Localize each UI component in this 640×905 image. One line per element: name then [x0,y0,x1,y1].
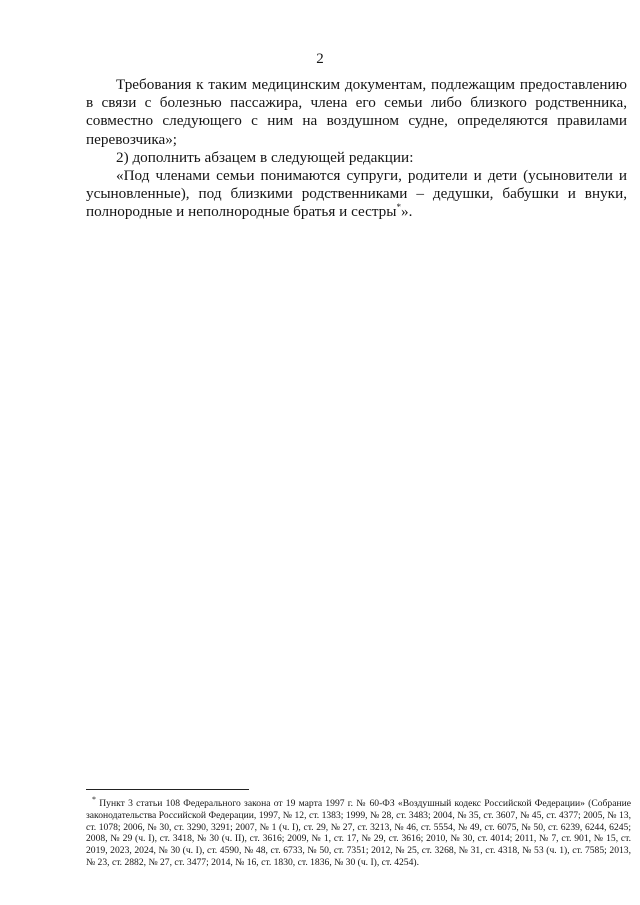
footnote-reference-mark: * [396,202,401,213]
footnote-mark: * [92,794,96,804]
paragraph-add-clause: 2) дополнить абзацем в следующей редакции: [116,148,414,166]
footnote-text-block [86,794,631,869]
paragraph-family-definition [86,167,627,222]
page-number: 2 [316,51,324,67]
footnote [86,794,631,869]
family-definition-end: ». [400,203,413,221]
footnote-text: Пункт 3 статьи 108 Федерального закона от 19 марта 1997 г. № 60-ФЗ «Воздушный кодекс Российской Федерации» (Собрание законодательства Российской Федерации, 1997, № 12, ст. 1383; 1999, № 28, ст. 3483; 2004, № 35, ст. 3607, № 45, ст. 4377; 2005, № 13, ст. 1078; 2006, № 30, ст. 3290, 3291; 2007, № 1 (ч. I), ст. 29, № 27, ст. 3213, № 46, ст. 5554, № 49, ст. 6075, № 50, ст. 6239, 6244, 6245; 2008, № 29 (ч. I), ст. 3418, № 30 (ч. II), ст. 3616; 2009, № 1, ст. 17, № 29, ст. 3616; 2010, № 30, ст. 4014; 2011, № 7, ст. 901, № 15, ст. 2019, 2023, 2024, № 30 (ч. I), ст. 4590, № 48, ст. 6733, № 50, ст. 7351; 2012, № 25, ст. 3268, № 31, ст. 4318, № 53 (ч. 1), ст. 7585; 2013, № 23, ст. 2882, № 27, ст. 3477; 2014, № 16, ст. 1830, ст. 1836, № 30 (ч. I), ст. 4254). [86,798,631,868]
main-text [86,76,627,222]
family-definition-text: «Под членами семьи понимаются супруги, родители и дети (усыновители и усыновленные), под близкими родственниками – дедушки, бабушки и внуки, полнородные и неполнородные братья и сестры [86,167,627,221]
footnote-divider [86,789,249,790]
paragraph-medical-documents: Требования к таким медицинским документам, подлежащим предоставлению в связи с болезнью пассажира, члена его семьи либо близкого родственника, совместно следующего с ним на воздушном судне, определяются правилами перевозчика»; [86,76,627,148]
